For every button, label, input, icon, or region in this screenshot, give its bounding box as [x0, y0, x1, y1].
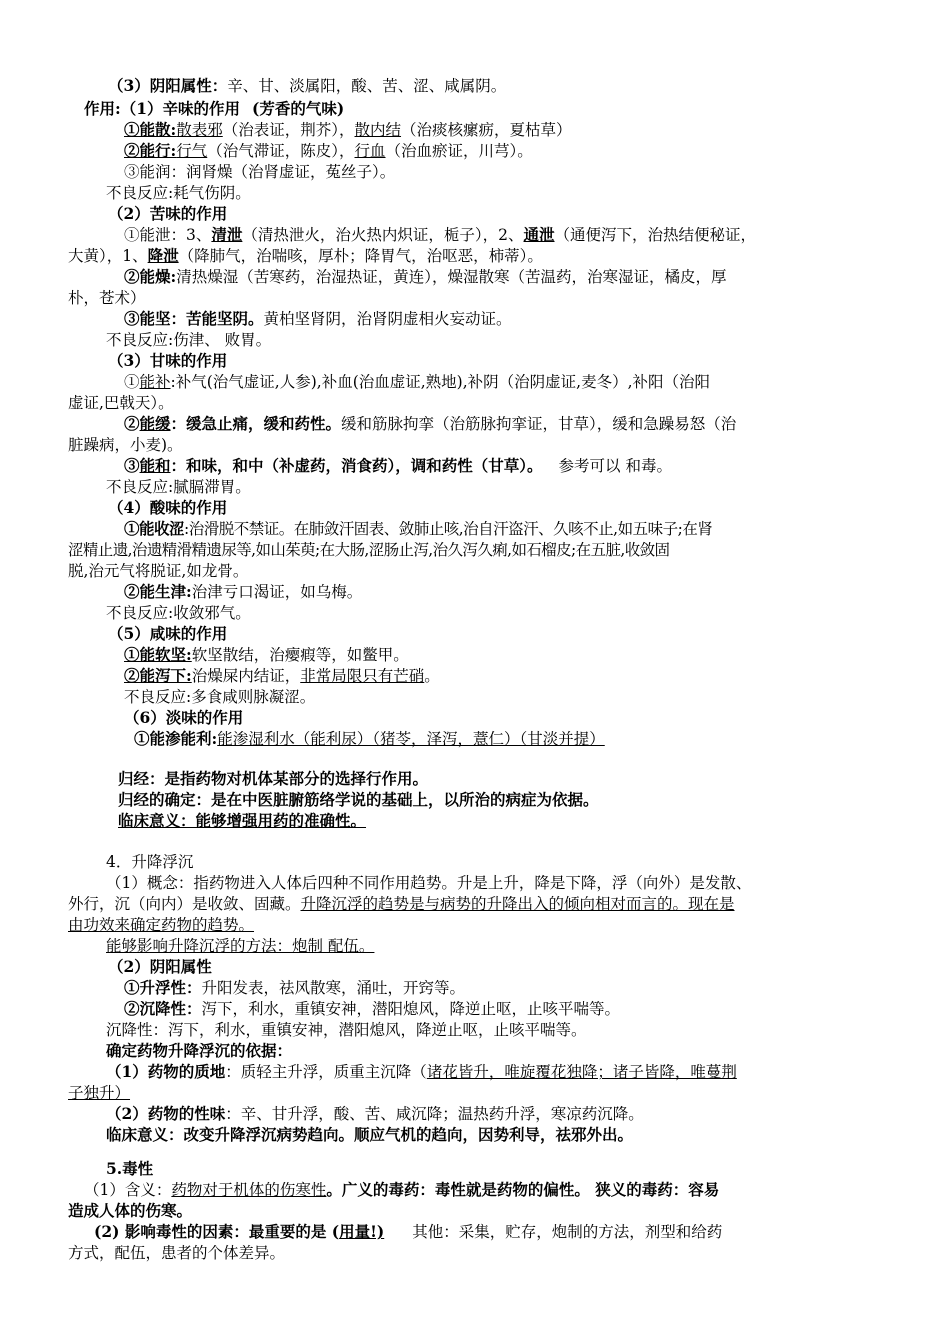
- dan-l1-a: ①能渗能利:: [134, 729, 218, 748]
- action-label: 作用:: [84, 99, 121, 118]
- gan-l1-a: ①: [124, 373, 140, 391]
- duxing-l3-b: 用量!): [339, 1222, 385, 1241]
- xian-l1-b: 软坚散结，治瘿瘕等，如鳖甲。: [191, 646, 409, 664]
- yinyang-text: 辛、甘、淡属阳，酸、苦、涩、咸属阴。: [227, 77, 507, 95]
- ku-l5-b: 黄柏坚肾阴，治肾阴虚相火妄动证。: [263, 310, 512, 328]
- xin-title: （1）辛味的作用: [120, 99, 241, 118]
- xin-adverse-text: 耗气伤阴。: [173, 184, 251, 202]
- gan-adverse-label: 不良反应:: [106, 478, 174, 496]
- ku-adverse-label: 不良反应:: [106, 331, 174, 349]
- dan-title: （6）淡味的作用: [124, 708, 244, 727]
- ku-l1-c: （清热泄火，治火热内炽证，栀子），2、: [242, 226, 524, 244]
- xian-l2-c: 非常局限只有芒硝: [300, 667, 425, 685]
- xin-xing-mark: ②能行:: [124, 141, 177, 160]
- xin-san-line: [124, 120, 572, 140]
- chenjiang-repeat: 沉降性：泻下，利水，重镇安神，潜阳熄风，降逆止呕，止咳平喘等。: [106, 1021, 587, 1039]
- ku-adverse-text: 伤津、 败胃。: [173, 331, 272, 349]
- basis-quality-line: [106, 1062, 737, 1082]
- ku-l1-a: ①能泄：3、: [124, 226, 212, 244]
- guijing-clinical: 临床意义：能够增强用药的准确性。: [118, 811, 367, 830]
- gan-l1-b: 能补: [139, 373, 171, 391]
- suan-line-1: [124, 519, 712, 539]
- xin-san-b: （治表证，荆芥），: [222, 121, 355, 139]
- xin-xing-line: [124, 141, 533, 161]
- gan-l1-c: :补气(治气虚证,人参),补血(治血虚证,熟地),补阴（治阴虚证,麦冬）,补阳（治阳: [170, 373, 711, 391]
- xian-l2-d: 。: [424, 667, 440, 685]
- xin-san-d: （治痰核瘰疬，夏枯草）: [401, 121, 572, 139]
- ku-line-5: [124, 309, 512, 329]
- basis-q1-c: 诸花皆升，唯旋覆花独降；诸子皆降，唯蔓荆: [426, 1063, 737, 1081]
- basis-title: 确定药物升降浮沉的依据：: [106, 1041, 293, 1060]
- suan-adverse-label: 不良反应:: [106, 604, 174, 622]
- gan-l3-d: 缓和筋脉拘挛（治筋脉拘挛证，甘草），缓和急躁易怒（治: [341, 415, 737, 433]
- duxing-line-3: [94, 1222, 722, 1242]
- action-heading: [84, 99, 344, 119]
- ku-l3-a: ②能燥:: [124, 267, 177, 286]
- ku-line-2: [68, 246, 543, 266]
- chenjiang-label: ②沉降性：: [124, 999, 202, 1018]
- suan-l1-a: ①能收涩: [124, 519, 185, 538]
- ku-l1-d: 通泄: [523, 225, 555, 244]
- shengjiang-line-2: [68, 894, 735, 914]
- shengjiang-l1-b: 指药物进入人体后四种不同作用趋势。升是上升，降是下降，浮（向外）是发散、: [193, 874, 752, 892]
- gan-l5-b: 能和: [139, 456, 171, 475]
- dan-l1-b: 能渗湿利水（能利尿）（猪苓，泽泻，薏仁）（甘淡并提）: [217, 730, 605, 748]
- gan-line-3: [124, 414, 736, 434]
- duxing-line-1: [84, 1180, 719, 1200]
- xin-note: (芳香的气味): [252, 99, 345, 118]
- xin-xing-a: 行气: [176, 142, 208, 160]
- basis-quality-line-2: 子独升）: [68, 1084, 131, 1102]
- suan-line-3: 脱,治元气将脱证,如龙骨。: [68, 562, 249, 580]
- suan-adverse: [106, 603, 251, 623]
- shengjiang-methods: 能够影响升降沉浮的方法：炮制 配伍。: [106, 937, 375, 955]
- suan-l1-b: :治滑脱不禁证。在肺敛汗固表、敛肺止咳,治自汗盗汗、久咳不止,如五味子;在肾: [184, 520, 713, 538]
- gan-l3-b: 能缓: [139, 414, 171, 433]
- gan-l5-a: ③: [124, 456, 140, 475]
- xin-adverse: [106, 183, 251, 203]
- shengjiang-line-3: 由功效来确定药物的趋势。: [68, 916, 255, 934]
- ku-l5-a: ③能坚：苦能坚阴。: [124, 309, 264, 328]
- gan-adverse-text: 腻膈滞胃。: [173, 478, 251, 496]
- shengjiang-l2-a: 外行，沉（向内）是收敛、固藏。: [68, 895, 301, 913]
- shengjiang-line-1: [106, 873, 751, 893]
- suan-adverse-text: 收敛邪气。: [173, 604, 251, 622]
- ku-l2-b: 降泄: [147, 246, 179, 265]
- gan-l3-a: ②: [124, 414, 140, 433]
- shengjiang-l1-a: （1）概念：: [106, 874, 194, 892]
- basis-q3-b: ：辛、甘升浮，酸、苦、咸沉降；温热药升浮，寒凉药沉降。: [225, 1105, 644, 1123]
- chenjiang-line: [124, 999, 620, 1019]
- dan-line-1: [134, 729, 615, 749]
- xian-l2-b: 治燥屎内结证，: [191, 667, 301, 685]
- gan-line-5: [124, 456, 672, 476]
- ku-l3-b: 清热燥湿（苦寒药，治湿热证，黄连），燥湿散寒（苦温药，治寒湿证，橘皮，厚: [176, 268, 727, 286]
- duxing-line-4: 方式，配伍，患者的个体差异。: [68, 1244, 286, 1262]
- ku-line-3: [124, 267, 727, 287]
- xian-l1-a: ①能软坚:: [124, 645, 192, 664]
- duxing-l1-c: 。广义的毒药：毒性就是药物的偏性。 狭义的毒药：容易: [326, 1180, 720, 1199]
- gan-l5-d: 参考可以 和毒。: [558, 457, 672, 475]
- basis-q1-a: （1）药物的质地: [106, 1062, 226, 1081]
- xian-adverse-text: 多食咸则脉凝涩。: [191, 688, 316, 706]
- xian-title: （5）咸味的作用: [108, 624, 228, 643]
- suan-line-2: 涩精止遗,治遗精滑精遗尿等,如山茱萸;在大肠,涩肠止泻,治久泻久痢,如石榴皮;在五脏,收敛固: [68, 541, 670, 559]
- gan-title: （3）甘味的作用: [108, 351, 228, 370]
- ku-l1-b: 清泄: [211, 225, 243, 244]
- xin-san-mark: ①能散:: [124, 120, 177, 139]
- ku-line-4: 朴，苍术）: [68, 289, 146, 307]
- xian-l2-a: ②能泻下:: [124, 666, 192, 685]
- shengjiang-l2-b: 升降沉浮的趋势是与病势的升降出入的倾向相对而言的。现在是: [300, 895, 735, 913]
- duxing-l3-a: (2) 影响毒性的因素：最重要的是 (: [94, 1222, 340, 1241]
- shengfu-line: [124, 978, 465, 998]
- xian-adverse: [124, 687, 315, 707]
- shengfu-text: 升阳发表，祛风散寒，涌吐，开窍等。: [201, 979, 466, 997]
- xin-adverse-label: 不良反应:: [106, 184, 174, 202]
- duxing-line-2: 造成人体的伤寒。: [68, 1201, 193, 1220]
- suan-l4-a: ②能生津:: [124, 582, 192, 601]
- ku-title: （2）苦味的作用: [108, 204, 228, 223]
- shengjiang-clinical: 临床意义：改变升降浮沉病势趋向。顺应气机的趋向，因势利导，祛邪外出。: [106, 1125, 634, 1144]
- ku-line-1: [124, 225, 756, 245]
- gan-line-2: 虚证,巴戟天）。: [68, 394, 174, 412]
- duxing-l1-b: 药物对于机体的伤寒性: [171, 1181, 327, 1199]
- yinyang-line: [108, 76, 506, 96]
- xian-adverse-label: 不良反应:: [124, 688, 192, 706]
- chenjiang-text: 泻下，利水，重镇安神，潜阳熄风，降逆止呕，止咳平喘等。: [201, 1000, 621, 1018]
- xin-xing-d: （治血瘀证，川芎）。: [385, 142, 533, 160]
- basis-q1-b: ：质轻主升浮，质重主沉降（: [225, 1063, 427, 1081]
- duxing-l1-a: （1）含义：: [84, 1181, 172, 1199]
- suan-line-4: [124, 582, 362, 602]
- shengjiang-yinyang-title: （2）阴阳属性: [108, 957, 212, 976]
- xin-xing-c: 行血: [354, 142, 386, 160]
- suan-title: （4）酸味的作用: [108, 498, 228, 517]
- xin-san-c: 散内结: [354, 121, 402, 139]
- ku-adverse: [106, 330, 271, 350]
- gan-line-4: 脏躁病，小麦)。: [68, 436, 183, 454]
- gan-l3-c: ：缓急止痛，缓和药性。: [170, 414, 342, 433]
- xin-san-a: 散表邪: [176, 121, 223, 139]
- xin-xing-b: （治气滞证，陈皮），: [207, 142, 355, 160]
- basis-taste-line: [106, 1104, 644, 1124]
- xian-line-1: [124, 645, 409, 665]
- guijing-determination: 归经的确定：是在中医脏腑筋络学说的基础上，以所治的病症为依据。: [118, 790, 599, 809]
- xian-line-2: [124, 666, 440, 686]
- yinyang-label: （3）阴阳属性：: [108, 76, 228, 95]
- gan-adverse: [106, 477, 251, 497]
- gan-line-1: [124, 372, 710, 392]
- ku-l2-a: 大黄），1、: [68, 247, 148, 265]
- gan-l5-c: ：和味，和中（补虚药，消食药），调和药性（甘草）。: [170, 456, 543, 475]
- shengfu-label: ①升浮性：: [124, 978, 202, 997]
- duxing-title: 5.毒性: [106, 1159, 154, 1178]
- duxing-l3-c: 其他：采集，贮存，炮制的方法，剂型和给药: [412, 1223, 723, 1241]
- ku-l1-e: （通便泻下，治热结便秘证，: [554, 226, 757, 244]
- suan-l4-b: 治津亏口渴证，如乌梅。: [191, 583, 363, 601]
- basis-q3-a: （2）药物的性味: [106, 1104, 226, 1123]
- shengjiang-title: 4．升降浮沉: [106, 853, 194, 871]
- ku-l2-c: （降肺气，治喘咳，厚朴；降胃气，治呕恶，柿蒂）。: [178, 247, 543, 265]
- guijing-definition: 归经：是指药物对机体某部分的选择行作用。: [118, 769, 429, 788]
- xin-run-line: ③能润：润肾燥（治肾虚证，菟丝子）。: [124, 163, 396, 181]
